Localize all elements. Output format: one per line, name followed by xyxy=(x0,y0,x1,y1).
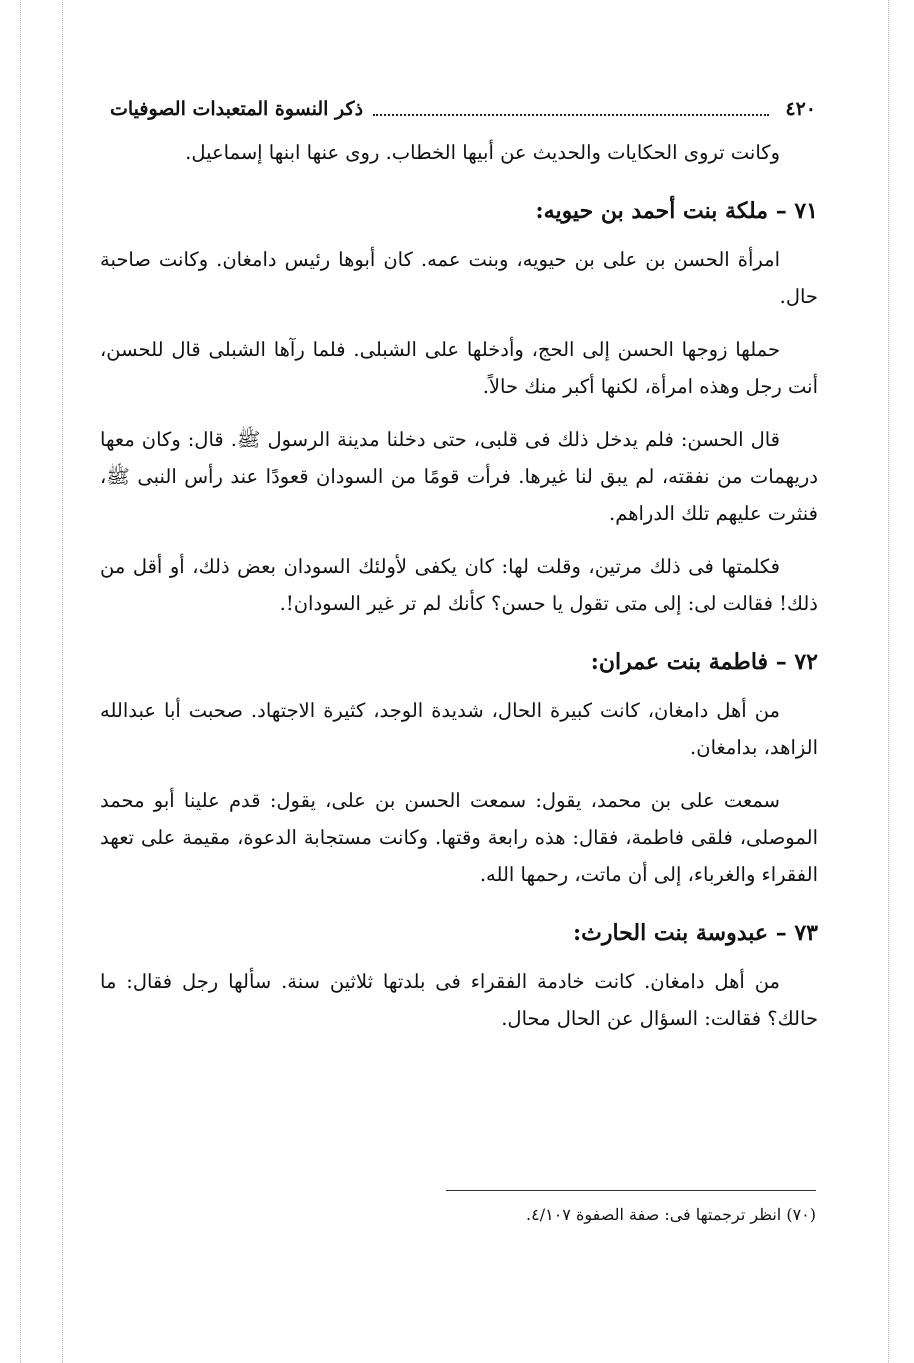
paragraph: حملها زوجها الحسن إلى الحج، وأدخلها على الشبلى. فلما رآها الشبلى قال للحسن، أنت رجل وهذه امرأة، لكنها أكبر منك حالاً. xyxy=(100,338,818,398)
paragraph: من أهل دامغان. كانت خادمة الفقراء فى بلدتها ثلاثين سنة. سألها رجل فقال: ما حالك؟ فقالت: السؤال عن الحال محال. xyxy=(100,970,818,1030)
scan-guide-line xyxy=(62,0,63,1363)
paragraph: قال الحسن: فلم يدخل ذلك فى قلبى، حتى دخلنا مدينة الرسول ﷺ. قال: وكان معها دريهمات من نفقته، لم يبق لنا غيرها. فرأت قومًا من السودان قعودًا عند رأس النبى ﷺ، فنثرت عليهم تلك الدراهم. xyxy=(100,428,818,525)
entry-heading-73: ٧٣ – عبدوسة بنت الحارث: xyxy=(573,920,818,946)
page-number: ٤٢٠ xyxy=(785,98,816,120)
paragraph: امرأة الحسن بن على بن حيويه، وبنت عمه. كان أبوها رئيس دامغان. وكانت صاحبة حال. xyxy=(100,248,818,308)
chapter-title: ذكر النسوة المتعبدات الصوفيات xyxy=(110,98,364,120)
paragraph: سمعت على بن محمد، يقول: سمعت الحسن بن على، يقول: قدم علينا أبو محمد الموصلى، فلقى فاطمة، فقال: هذه رابعة وقتها. وكانت مستجابة الدعوة، مقيمة على تعهد الفقراء والغرباء، إلى أن ماتت، رحمها الله. xyxy=(100,789,818,886)
header-leader-dots xyxy=(373,114,769,116)
running-header xyxy=(110,92,816,126)
footnote: (٧٠) انظر ترجمتها فى: صفة الصفوة ٤/١٠٧. xyxy=(526,1205,816,1224)
entry-heading-71: ٧١ – ملكة بنت أحمد بن حيويه: xyxy=(535,198,818,224)
paragraph: وكانت تروى الحكايات والحديث عن أبيها الخطاب. روى عنها ابنها إسماعيل. xyxy=(185,141,780,164)
scan-guide-line xyxy=(888,0,889,1363)
paragraph: من أهل دامغان، كانت كبيرة الحال، شديدة الوجد، كثيرة الاجتهاد. صحبت أبا عبدالله الزاهد، بدامغان. xyxy=(100,699,818,759)
page-body xyxy=(100,134,818,1037)
footnote-separator xyxy=(446,1190,816,1191)
scan-guide-line xyxy=(20,0,21,1363)
entry-heading-72: ٧٢ – فاطمة بنت عمران: xyxy=(590,649,818,675)
paragraph: فكلمتها فى ذلك مرتين، وقلت لها: كان يكفى لأولئك السودان بعض ذلك، أو أقل من ذلك! فقالت لى: إلى متى تقول يا حسن؟ كأنك لم تر غير السودان!. xyxy=(100,555,818,615)
